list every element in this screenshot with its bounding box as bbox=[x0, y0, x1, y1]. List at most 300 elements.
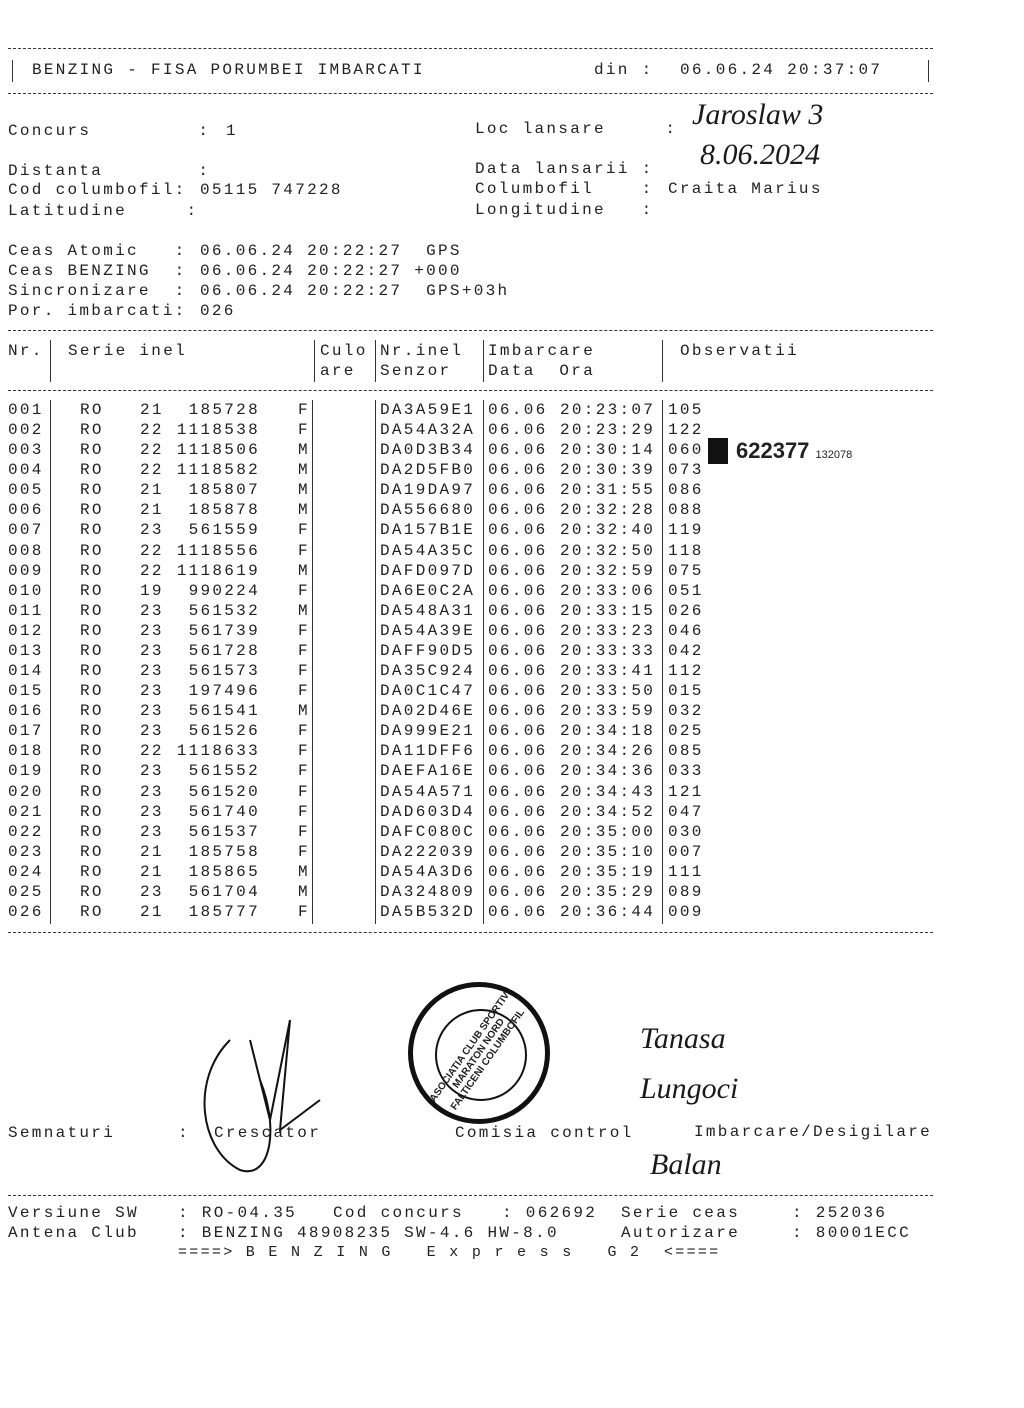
row-observatii: 086 bbox=[668, 481, 704, 500]
row-sensor: DA222039 bbox=[380, 842, 476, 861]
row-sex: F bbox=[298, 903, 310, 921]
row-year: 23 bbox=[140, 822, 164, 841]
distanta-label: Distanta : bbox=[8, 162, 211, 180]
row-nr: 017 bbox=[8, 722, 44, 741]
row-time: 20:34:36 bbox=[560, 762, 656, 781]
row-country: RO bbox=[80, 903, 104, 921]
row-sex: F bbox=[298, 722, 310, 741]
stamp-text: ASOCIATIA CLUB SPORTIV MARATON NORD FALTICENI COLUMBOFIL bbox=[427, 990, 528, 1113]
row-time: 20:36:44 bbox=[560, 903, 656, 921]
data-lansarii-handwritten: 8.06.2024 bbox=[700, 138, 820, 171]
data-lansarii-label: Data lansarii : bbox=[475, 160, 654, 178]
row-sensor: DA556680 bbox=[380, 501, 476, 520]
row-time: 20:34:26 bbox=[560, 742, 656, 761]
row-sex: F bbox=[298, 401, 310, 419]
row-sensor: DAD603D4 bbox=[380, 802, 476, 821]
row-observatii: 007 bbox=[668, 842, 704, 861]
row-sex: F bbox=[298, 521, 310, 540]
row-ring: 185728 bbox=[188, 401, 260, 419]
row-year: 22 bbox=[140, 561, 164, 580]
row-sex: F bbox=[298, 621, 310, 640]
row-year: 22 bbox=[140, 742, 164, 761]
row-sensor: DA11DFF6 bbox=[380, 742, 476, 761]
row-sensor: DA02D46E bbox=[380, 702, 476, 721]
row-date: 06.06 bbox=[488, 762, 548, 781]
row-nr: 013 bbox=[8, 641, 44, 660]
row-date: 06.06 bbox=[488, 601, 548, 620]
row-nr: 007 bbox=[8, 521, 44, 540]
row-time: 20:33:41 bbox=[560, 662, 656, 681]
divider bbox=[928, 60, 929, 82]
row-country: RO bbox=[80, 882, 104, 901]
divider bbox=[8, 932, 933, 933]
comisia-label: Comisia control bbox=[455, 1124, 634, 1142]
row-time: 20:34:18 bbox=[560, 722, 656, 741]
clock-value: 06.06.24 20:22:27 GPS+03h bbox=[200, 282, 510, 300]
row-time: 20:33:59 bbox=[560, 702, 656, 721]
date-label: din : bbox=[594, 61, 654, 79]
row-year: 21 bbox=[140, 903, 164, 921]
row-year: 22 bbox=[140, 541, 164, 560]
longitudine-label: Longitudine : bbox=[475, 201, 654, 219]
row-sex: F bbox=[298, 641, 310, 660]
row-date: 06.06 bbox=[488, 501, 548, 520]
row-year: 23 bbox=[140, 882, 164, 901]
row-sex: M bbox=[298, 441, 310, 460]
clock-label: Por. imbarcati: bbox=[8, 302, 187, 320]
row-date: 06.06 bbox=[488, 421, 548, 440]
divider bbox=[8, 48, 933, 49]
row-nr: 022 bbox=[8, 822, 44, 841]
row-observatii: 032 bbox=[668, 702, 704, 721]
row-country: RO bbox=[80, 742, 104, 761]
row-date: 06.06 bbox=[488, 782, 548, 801]
document-title: BENZING - FISA PORUMBEI IMBARCATI bbox=[32, 61, 425, 79]
row-sensor: DAFD097D bbox=[380, 561, 476, 580]
row-time: 20:33:50 bbox=[560, 682, 656, 701]
row-country: RO bbox=[80, 481, 104, 500]
row-year: 23 bbox=[140, 621, 164, 640]
row-year: 21 bbox=[140, 862, 164, 881]
row-observatii: 026 bbox=[668, 601, 704, 620]
imbarcare-label: Imbarcare/Desigilare bbox=[694, 1123, 933, 1141]
row-nr: 016 bbox=[8, 702, 44, 721]
handwritten-name-2: Lungoci bbox=[640, 1072, 739, 1105]
row-sensor: DA0D3B34 bbox=[380, 441, 476, 460]
semnaturi-label: Semnaturi bbox=[8, 1124, 116, 1142]
row-sex: F bbox=[298, 682, 310, 701]
row-nr: 025 bbox=[8, 882, 44, 901]
row-year: 23 bbox=[140, 762, 164, 781]
row-date: 06.06 bbox=[488, 882, 548, 901]
col-header-imbarcare: Imbarcare bbox=[488, 342, 596, 360]
row-observatii: 119 bbox=[668, 521, 704, 540]
autorizare-label: Autorizare bbox=[621, 1224, 741, 1242]
row-ring: 1118582 bbox=[176, 461, 260, 480]
row-year: 22 bbox=[140, 421, 164, 440]
row-ring: 1118619 bbox=[176, 561, 260, 580]
row-year: 23 bbox=[140, 682, 164, 701]
divider bbox=[375, 400, 376, 924]
row-ring: 185865 bbox=[188, 862, 260, 881]
row-nr: 024 bbox=[8, 862, 44, 881]
row-nr: 003 bbox=[8, 441, 44, 460]
col-header-culoare: Culo bbox=[320, 342, 368, 360]
crescator-label: Crescator bbox=[214, 1124, 322, 1142]
row-country: RO bbox=[80, 802, 104, 821]
row-country: RO bbox=[80, 842, 104, 861]
row-year: 21 bbox=[140, 501, 164, 520]
cod-columbofil-label: Cod columbofil: bbox=[8, 181, 187, 199]
row-date: 06.06 bbox=[488, 461, 548, 480]
row-time: 20:30:39 bbox=[560, 461, 656, 480]
clock-value: 06.06.24 20:22:27 GPS bbox=[200, 242, 462, 260]
row-nr: 021 bbox=[8, 802, 44, 821]
row-sex: M bbox=[298, 501, 310, 520]
row-observatii: 042 bbox=[668, 641, 704, 660]
col-header-data-ora: Data Ora bbox=[488, 362, 596, 380]
clock-label: Sincronizare : bbox=[8, 282, 187, 300]
semnaturi-colon: : bbox=[178, 1124, 190, 1142]
row-observatii: 089 bbox=[668, 882, 704, 901]
handwritten-name-1: Tanasa bbox=[640, 1022, 726, 1055]
row-observatii: 009 bbox=[668, 903, 704, 921]
row-country: RO bbox=[80, 441, 104, 460]
row-observatii: 047 bbox=[668, 802, 704, 821]
row-sensor: DA19DA97 bbox=[380, 481, 476, 500]
row-ring: 561559 bbox=[188, 521, 260, 540]
row-country: RO bbox=[80, 682, 104, 701]
row-time: 20:33:15 bbox=[560, 601, 656, 620]
row-year: 23 bbox=[140, 722, 164, 741]
row-year: 21 bbox=[140, 481, 164, 500]
row-ring: 561532 bbox=[188, 601, 260, 620]
row-nr: 008 bbox=[8, 541, 44, 560]
row-date: 06.06 bbox=[488, 581, 548, 600]
divider bbox=[8, 390, 933, 391]
cod-concurs-label: Cod concurs bbox=[333, 1204, 464, 1222]
benzing-banner: ====> B E N Z I N G E x p r e s s G 2 <==== bbox=[178, 1244, 721, 1261]
latitudine-label: Latitudine : bbox=[8, 202, 199, 220]
row-country: RO bbox=[80, 621, 104, 640]
row-nr: 004 bbox=[8, 461, 44, 480]
row-ring: 185777 bbox=[188, 903, 260, 921]
serie-ceas-label: Serie ceas bbox=[621, 1204, 741, 1222]
row-time: 20:34:52 bbox=[560, 802, 656, 821]
row-sensor: DA157B1E bbox=[380, 521, 476, 540]
row-country: RO bbox=[80, 702, 104, 721]
row-nr: 009 bbox=[8, 561, 44, 580]
cod-concurs-value: : 062692 bbox=[502, 1204, 598, 1222]
row-observatii: 118 bbox=[668, 541, 704, 560]
row-nr: 005 bbox=[8, 481, 44, 500]
row-sex: F bbox=[298, 421, 310, 440]
row-sensor: DAFC080C bbox=[380, 822, 476, 841]
row-country: RO bbox=[80, 641, 104, 660]
row-country: RO bbox=[80, 822, 104, 841]
row-ring: 185878 bbox=[188, 501, 260, 520]
row-ring: 185758 bbox=[188, 842, 260, 861]
row-year: 21 bbox=[140, 401, 164, 419]
row-observatii: 085 bbox=[668, 742, 704, 761]
cod-columbofil-value: 05115 747228 bbox=[200, 181, 343, 199]
versiune-value: : RO-04.35 bbox=[178, 1204, 298, 1222]
row-sensor: DA6E0C2A bbox=[380, 581, 476, 600]
divider bbox=[483, 400, 484, 924]
row-time: 20:32:28 bbox=[560, 501, 656, 520]
row-observatii: 025 bbox=[668, 722, 704, 741]
divider bbox=[8, 330, 933, 331]
row-country: RO bbox=[80, 561, 104, 580]
row-nr: 010 bbox=[8, 581, 44, 600]
row-date: 06.06 bbox=[488, 401, 548, 419]
row-date: 06.06 bbox=[488, 722, 548, 741]
row-date: 06.06 bbox=[488, 862, 548, 881]
row-observatii: 088 bbox=[668, 501, 704, 520]
smudge-number: 622377 bbox=[736, 438, 810, 463]
row-sex: M bbox=[298, 882, 310, 901]
row-sex: F bbox=[298, 802, 310, 821]
row-nr: 012 bbox=[8, 621, 44, 640]
row-time: 20:35:10 bbox=[560, 842, 656, 861]
row-nr: 023 bbox=[8, 842, 44, 861]
row-country: RO bbox=[80, 722, 104, 741]
row-time: 20:32:59 bbox=[560, 561, 656, 580]
club-stamp bbox=[408, 982, 550, 1124]
row-country: RO bbox=[80, 782, 104, 801]
columbofil-label: Columbofil : bbox=[475, 180, 654, 198]
columbofil-value: Craita Marius bbox=[668, 180, 823, 198]
row-sex: F bbox=[298, 581, 310, 600]
divider bbox=[12, 60, 13, 82]
row-sensor: DA54A35C bbox=[380, 541, 476, 560]
divider bbox=[312, 400, 313, 924]
versiune-label: Versiune SW bbox=[8, 1204, 139, 1222]
row-sensor: DA324809 bbox=[380, 882, 476, 901]
date-value: 06.06.24 20:37:07 bbox=[680, 61, 883, 79]
row-nr: 015 bbox=[8, 682, 44, 701]
row-year: 23 bbox=[140, 662, 164, 681]
row-country: RO bbox=[80, 862, 104, 881]
clock-value: 06.06.24 20:22:27 +000 bbox=[200, 262, 462, 280]
row-country: RO bbox=[80, 461, 104, 480]
divider bbox=[375, 340, 376, 382]
row-date: 06.06 bbox=[488, 822, 548, 841]
row-nr: 014 bbox=[8, 662, 44, 681]
concurs-label: Concurs : bbox=[8, 122, 211, 140]
row-sensor: DA548A31 bbox=[380, 601, 476, 620]
row-country: RO bbox=[80, 501, 104, 520]
row-ring: 561704 bbox=[188, 882, 260, 901]
row-time: 20:30:14 bbox=[560, 441, 656, 460]
row-sex: M bbox=[298, 601, 310, 620]
row-date: 06.06 bbox=[488, 662, 548, 681]
clock-label: Ceas Atomic : bbox=[8, 242, 187, 260]
row-sex: M bbox=[298, 481, 310, 500]
row-year: 21 bbox=[140, 842, 164, 861]
row-date: 06.06 bbox=[488, 842, 548, 861]
divider bbox=[8, 1195, 933, 1196]
row-nr: 019 bbox=[8, 762, 44, 781]
row-year: 22 bbox=[140, 461, 164, 480]
row-nr: 002 bbox=[8, 421, 44, 440]
row-sensor: DAFF90D5 bbox=[380, 641, 476, 660]
row-nr: 011 bbox=[8, 601, 44, 620]
row-time: 20:33:06 bbox=[560, 581, 656, 600]
smudge-small-number: 132078 bbox=[815, 449, 853, 461]
divider bbox=[314, 340, 315, 382]
row-time: 20:35:29 bbox=[560, 882, 656, 901]
row-sex: F bbox=[298, 541, 310, 560]
row-time: 20:33:33 bbox=[560, 641, 656, 660]
row-country: RO bbox=[80, 401, 104, 419]
row-nr: 020 bbox=[8, 782, 44, 801]
divider bbox=[483, 340, 484, 382]
row-date: 06.06 bbox=[488, 561, 548, 580]
row-observatii: 033 bbox=[668, 762, 704, 781]
serie-ceas-value: : 252036 bbox=[792, 1204, 888, 1222]
row-time: 20:23:07 bbox=[560, 401, 656, 419]
row-time: 20:32:40 bbox=[560, 521, 656, 540]
row-time: 20:32:50 bbox=[560, 541, 656, 560]
row-sex: M bbox=[298, 561, 310, 580]
row-country: RO bbox=[80, 541, 104, 560]
divider bbox=[662, 400, 663, 924]
row-date: 06.06 bbox=[488, 441, 548, 460]
row-sex: F bbox=[298, 782, 310, 801]
row-ring: 1118506 bbox=[176, 441, 260, 460]
row-ring: 561552 bbox=[188, 762, 260, 781]
row-sensor: DA0C1C47 bbox=[380, 682, 476, 701]
row-date: 06.06 bbox=[488, 521, 548, 540]
row-sensor: DA54A3D6 bbox=[380, 862, 476, 881]
concurs-value: 1 bbox=[226, 122, 238, 140]
row-country: RO bbox=[80, 521, 104, 540]
row-time: 20:35:00 bbox=[560, 822, 656, 841]
row-year: 23 bbox=[140, 802, 164, 821]
handwritten-name-3: Balan bbox=[650, 1148, 722, 1181]
row-sex: M bbox=[298, 702, 310, 721]
row-ring: 990224 bbox=[188, 581, 260, 600]
row-ring: 561739 bbox=[188, 621, 260, 640]
row-sensor: DAEFA16E bbox=[380, 762, 476, 781]
divider bbox=[8, 93, 933, 94]
row-observatii: 046 bbox=[668, 621, 704, 640]
autorizare-value: : 80001ECC bbox=[792, 1224, 912, 1242]
row-sensor: DA54A39E bbox=[380, 621, 476, 640]
row-date: 06.06 bbox=[488, 621, 548, 640]
row-year: 23 bbox=[140, 601, 164, 620]
row-ring: 1118538 bbox=[176, 421, 260, 440]
row-country: RO bbox=[80, 662, 104, 681]
antena-value: : BENZING 48908235 SW-4.6 HW-8.0 bbox=[178, 1224, 559, 1242]
row-ring: 197496 bbox=[188, 682, 260, 701]
row-sensor: DA54A32A bbox=[380, 421, 476, 440]
clock-value: 026 bbox=[200, 302, 236, 320]
row-date: 06.06 bbox=[488, 481, 548, 500]
row-observatii: 051 bbox=[668, 581, 704, 600]
row-observatii: 105 bbox=[668, 401, 704, 419]
row-observatii: 112 bbox=[668, 662, 704, 681]
row-year: 23 bbox=[140, 521, 164, 540]
row-sex: M bbox=[298, 862, 310, 881]
row-time: 20:23:29 bbox=[560, 421, 656, 440]
row-date: 06.06 bbox=[488, 802, 548, 821]
clock-label: Ceas BENZING : bbox=[8, 262, 187, 280]
col-header-nrinel: Nr.inel bbox=[380, 342, 464, 360]
divider bbox=[662, 340, 663, 382]
col-header-senzor: Senzor bbox=[380, 362, 452, 380]
row-sex: F bbox=[298, 842, 310, 861]
row-sex: F bbox=[298, 762, 310, 781]
col-header-culoare-2: are bbox=[320, 362, 356, 380]
row-observatii: 111 bbox=[668, 862, 704, 881]
row-observatii: 122 bbox=[668, 421, 704, 440]
col-header-observatii: Observatii bbox=[680, 342, 800, 360]
row-observatii: 121 bbox=[668, 782, 704, 801]
row-year: 22 bbox=[140, 441, 164, 460]
divider bbox=[50, 400, 51, 924]
row-ring: 561573 bbox=[188, 662, 260, 681]
col-header-serie: Serie inel bbox=[68, 342, 188, 360]
row-date: 06.06 bbox=[488, 742, 548, 761]
row-country: RO bbox=[80, 421, 104, 440]
row-sensor: DA2D5FB0 bbox=[380, 461, 476, 480]
row-date: 06.06 bbox=[488, 641, 548, 660]
divider bbox=[50, 340, 51, 382]
row-sensor: DA35C924 bbox=[380, 662, 476, 681]
smudged-ring-mark bbox=[708, 438, 852, 464]
row-observatii: 015 bbox=[668, 682, 704, 701]
row-country: RO bbox=[80, 601, 104, 620]
row-year: 23 bbox=[140, 641, 164, 660]
row-sex: F bbox=[298, 822, 310, 841]
row-ring: 185807 bbox=[188, 481, 260, 500]
crescator-signature bbox=[190, 1000, 330, 1180]
row-time: 20:33:23 bbox=[560, 621, 656, 640]
row-nr: 006 bbox=[8, 501, 44, 520]
row-time: 20:34:43 bbox=[560, 782, 656, 801]
row-date: 06.06 bbox=[488, 682, 548, 701]
row-nr: 018 bbox=[8, 742, 44, 761]
row-sex: M bbox=[298, 461, 310, 480]
row-date: 06.06 bbox=[488, 702, 548, 721]
row-time: 20:35:19 bbox=[560, 862, 656, 881]
row-observatii: 075 bbox=[668, 561, 704, 580]
row-sensor: DA999E21 bbox=[380, 722, 476, 741]
row-ring: 1118556 bbox=[176, 541, 260, 560]
row-sex: F bbox=[298, 742, 310, 761]
loc-lansare-handwritten: Jaroslaw 3 bbox=[692, 98, 824, 131]
row-ring: 561537 bbox=[188, 822, 260, 841]
row-date: 06.06 bbox=[488, 541, 548, 560]
row-date: 06.06 bbox=[488, 903, 548, 921]
row-ring: 561520 bbox=[188, 782, 260, 801]
row-ring: 1118633 bbox=[176, 742, 260, 761]
row-year: 19 bbox=[140, 581, 164, 600]
row-sensor: DA5B532D bbox=[380, 903, 476, 921]
antena-label: Antena Club bbox=[8, 1224, 139, 1242]
row-year: 23 bbox=[140, 702, 164, 721]
col-header-nr: Nr. bbox=[8, 342, 44, 360]
row-sex: F bbox=[298, 662, 310, 681]
row-ring: 561541 bbox=[188, 702, 260, 721]
row-ring: 561728 bbox=[188, 641, 260, 660]
row-ring: 561740 bbox=[188, 802, 260, 821]
row-observatii: 030 bbox=[668, 822, 704, 841]
row-nr: 001 bbox=[8, 401, 44, 419]
row-sensor: DA54A571 bbox=[380, 782, 476, 801]
